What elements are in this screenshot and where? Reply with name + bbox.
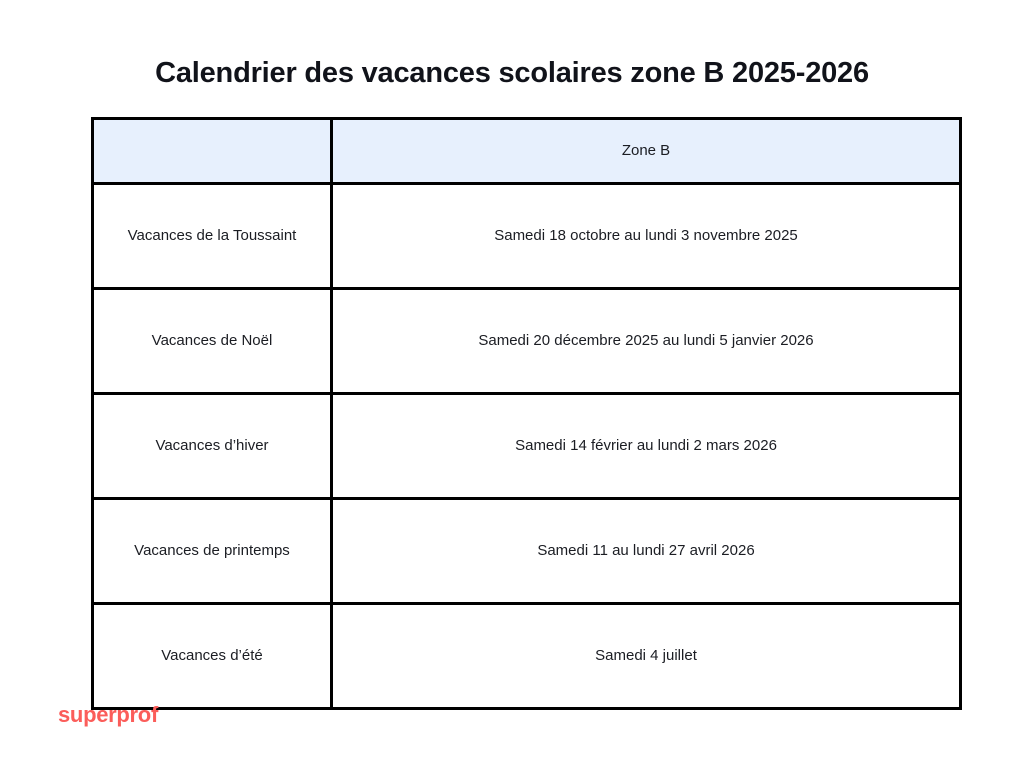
holiday-dates-hiver: Samedi 14 février au lundi 2 mars 2026	[332, 394, 961, 499]
table-row	[93, 184, 961, 289]
table-row	[93, 394, 961, 499]
superprof-logo: superprof	[58, 702, 158, 727]
table-row	[93, 289, 961, 394]
holiday-dates-noel: Samedi 20 décembre 2025 au lundi 5 janvier 2026	[332, 289, 961, 394]
table-header	[93, 119, 961, 184]
holiday-name-noel: Vacances de Noël	[93, 289, 332, 394]
table-row	[93, 499, 961, 604]
header-cell-label-column	[93, 119, 332, 184]
holiday-name-ete: Vacances d’été	[93, 604, 332, 709]
page-title: Calendrier des vacances scolaires zone B 2025-2026	[155, 57, 869, 89]
header-cell-zone-b: Zone B	[332, 119, 961, 184]
holiday-dates-printemps: Samedi 11 au lundi 27 avril 2026	[332, 499, 961, 604]
table-header-row	[93, 119, 961, 184]
holiday-name-printemps: Vacances de printemps	[93, 499, 332, 604]
school-holidays-table-container	[91, 117, 959, 710]
table-row	[93, 604, 961, 709]
holiday-name-toussaint: Vacances de la Toussaint	[93, 184, 332, 289]
holiday-dates-ete: Samedi 4 juillet	[332, 604, 961, 709]
school-holidays-table	[91, 117, 962, 710]
holiday-name-hiver: Vacances d’hiver	[93, 394, 332, 499]
table-body	[93, 184, 961, 709]
holiday-dates-toussaint: Samedi 18 octobre au lundi 3 novembre 2025	[332, 184, 961, 289]
